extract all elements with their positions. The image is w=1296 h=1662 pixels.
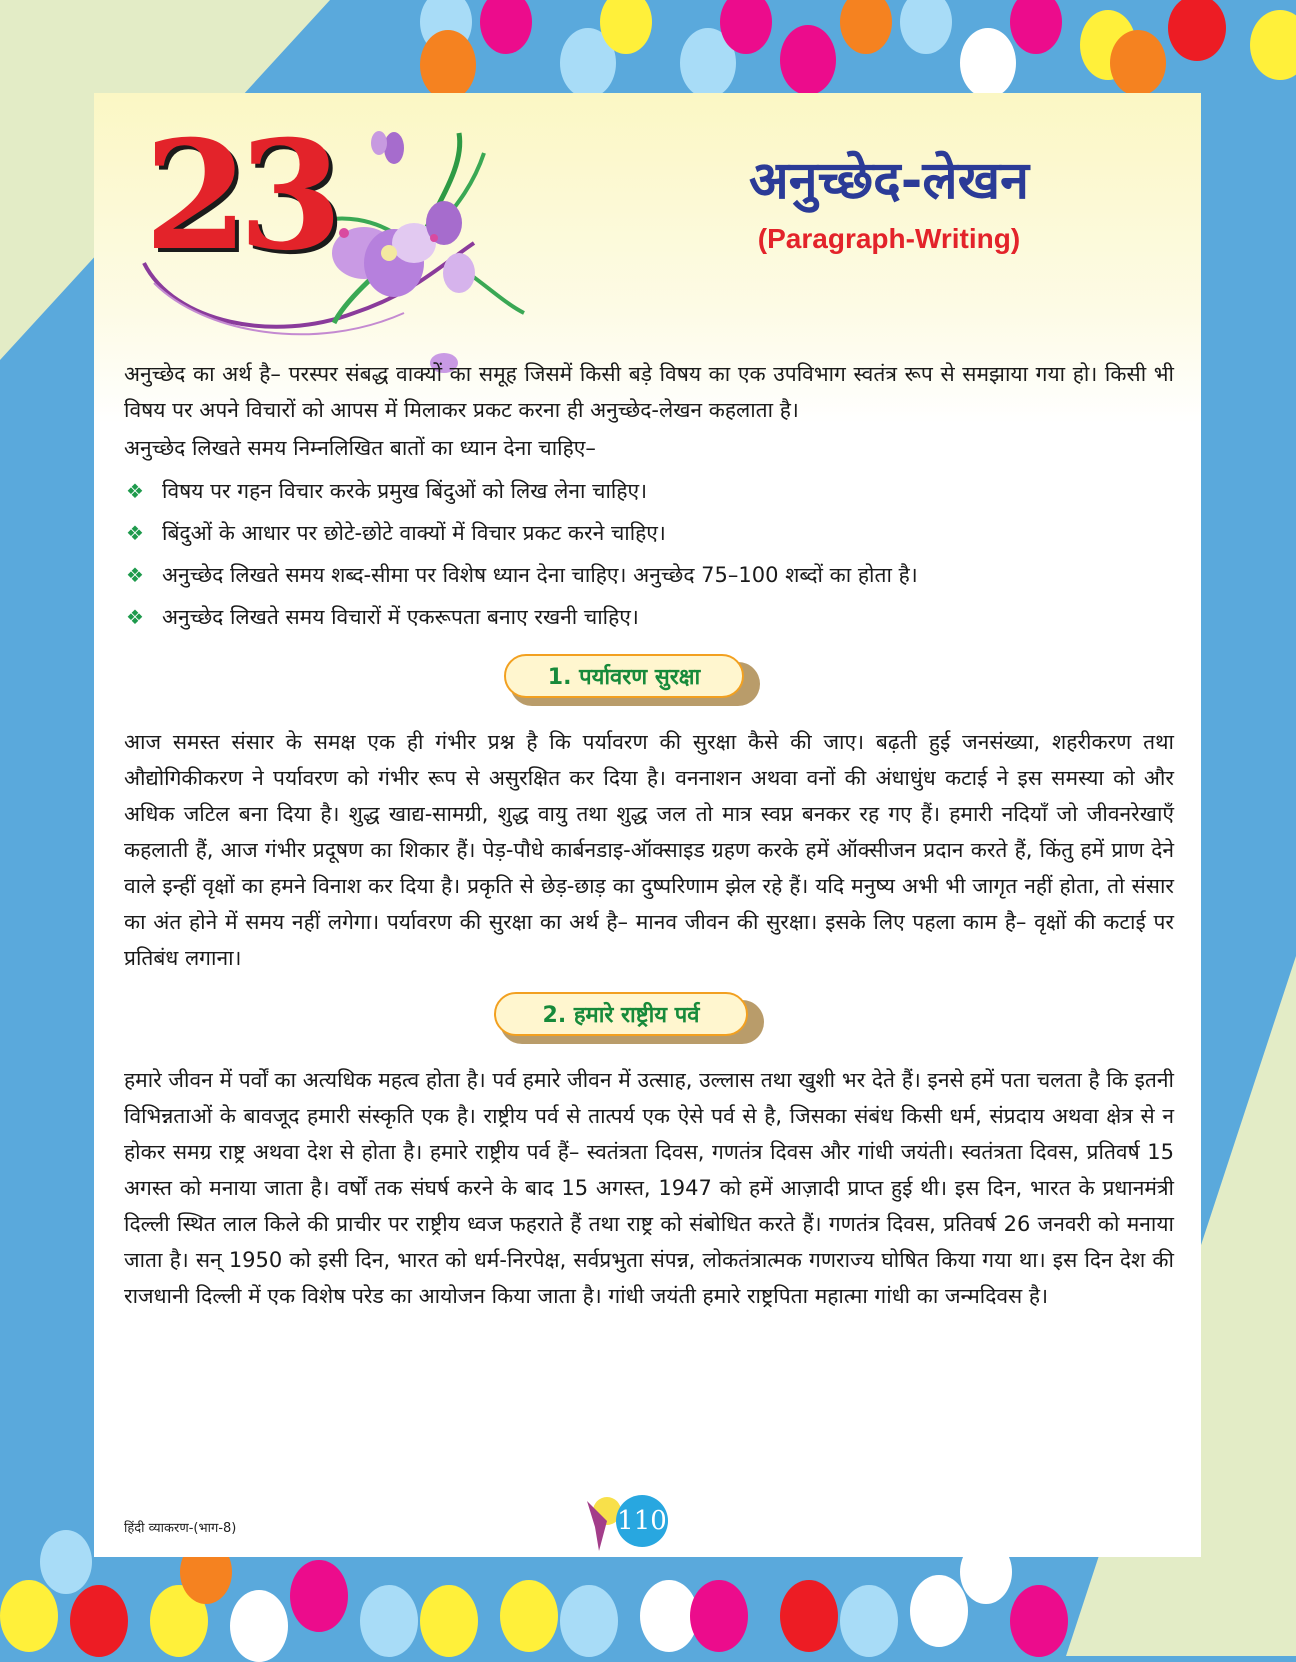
section-2-title: 2. हमारे राष्ट्रीय पर्व <box>494 992 748 1036</box>
decorative-dot <box>1010 1585 1068 1657</box>
page <box>94 93 1201 1557</box>
book-title-footer: हिंदी व्याकरण-(भाग-8) <box>124 1521 237 1536</box>
decorative-dot <box>70 1585 128 1657</box>
decorative-dot <box>230 1590 288 1662</box>
decorative-dot <box>420 30 476 100</box>
chapter-title-hindi: अनुच्छेद-लेखन <box>748 151 1030 211</box>
bullet-item <box>124 554 1174 596</box>
decorative-dot <box>1250 10 1296 80</box>
decorative-dot <box>840 0 892 54</box>
decorative-dot <box>0 1580 58 1652</box>
section-1-title: 1. पर्यावरण सुरक्षा <box>504 654 744 698</box>
chapter-title-english: (Paragraph-Writing) <box>757 223 1021 254</box>
section-2-paragraph: हमारे जीवन में पर्वों का अत्यधिक महत्व होता है। पर्व हमारे जीवन में उत्साह, उल्लास तथा खुशी भर देते हैं। इनसे हमें पता चलता है कि इतनी विभिन्नताओं के बावजूद हमारी संस्कृति एक है। राष्ट्रीय पर्व से तात्पर्य एक ऐसे पर्व से है, जिसका संबंध किसी धर्म, संप्रदाय अथवा क्षेत्र से न होकर समग्र राष्ट्र अथवा देश से होता है। हमारे राष्ट्रीय पर्व हैं– स्वतंत्रता दिवस, गणतंत्र दिवस और गांधी जयंती। स्वतंत्रता दिवस, प्रतिवर्ष 15 अगस्त को मनाया जाता है। वर्षों तक संघर्ष करने के बाद 15 अगस्त, 1947 को हमें आज़ादी प्राप्त हुई थी। इस दिन, भारत के प्रधानमंत्री दिल्ली स्थित लाल किले की प्राचीर पर राष्ट्रीय ध्वज फहराते हैं तथा राष्ट्र को संबोधित करते हैं। गणतंत्र दिवस, प्रतिवर्ष 26 जनवरी को मनाया जाता है। सन् 1950 को इसी दिन, भारत को धर्म-निरपेक्ष, सर्वप्रभुता संपन्न, लोकतंत्रात्मक गणराज्य घोषित किया गया था। इस दिन देश की राजधानी दिल्ली में एक विशेष परेड का आयोजन किया जाता है। गांधी जयंती हमारे राष्ट्रपिता महात्मा गांधी का जन्मदिवस है। <box>124 1068 1174 1308</box>
decorative-dot <box>1110 30 1166 96</box>
decorative-dot <box>500 1580 558 1652</box>
decorative-dot <box>560 1585 618 1657</box>
section-heading-1 <box>124 646 1174 722</box>
section-heading-2 <box>124 984 1174 1060</box>
decorative-dot <box>40 1530 92 1594</box>
bullet-text: विषय पर गहन विचार करके प्रमुख बिंदुओं को लिख लेना चाहिए। <box>162 479 648 503</box>
decorative-dot <box>720 0 772 54</box>
decorative-dot <box>420 1585 478 1657</box>
intro-instruction: अनुच्छेद लिखते समय निम्नलिखित बातों का ध्यान देना चाहिए– <box>124 436 596 460</box>
diamond-bullet-icon: ❖ <box>126 563 144 587</box>
content <box>124 356 1174 1314</box>
decorative-dot <box>1168 0 1226 61</box>
decorative-dot <box>960 28 1016 98</box>
bullet-text: बिंदुओं के आधार पर छोटे-छोटे वाक्यों में विचार प्रकट करने चाहिए। <box>162 521 666 545</box>
intro-paragraph: अनुच्छेद का अर्थ है– परस्पर संबद्ध वाक्यों का समूह जिसमें किसी बड़े विषय का एक उपविभाग स्वतंत्र रूप से समझाया गया हो। किसी भी विषय पर अपने विचारों को आपस में मिलाकर प्रकट करना ही अनुच्छेद-लेखन कहलाता है। <box>124 362 1174 422</box>
chapter-number: 23 <box>144 108 333 284</box>
decorative-dot <box>780 25 836 95</box>
bullet-text: अनुच्छेद लिखते समय विचारों में एकरूपता बनाए रखनी चाहिए। <box>162 605 639 629</box>
decorative-dot <box>910 1575 968 1647</box>
decorative-dot <box>600 0 652 54</box>
bullet-list <box>124 470 1174 638</box>
decorative-dot <box>780 1580 838 1652</box>
decorative-dot <box>840 1585 898 1657</box>
bullet-item <box>124 596 1174 638</box>
diamond-bullet-icon: ❖ <box>126 521 144 545</box>
bullet-item <box>124 512 1174 554</box>
decorative-dot <box>900 0 952 54</box>
decorative-dot <box>290 1560 348 1632</box>
decorative-dot <box>690 1580 748 1652</box>
bullet-item <box>124 470 1174 512</box>
decorative-dot <box>360 1585 418 1657</box>
decorative-dot <box>480 0 532 54</box>
section-1-paragraph: आज समस्त संसार के समक्ष एक ही गंभीर प्रश्न है कि पर्यावरण की सुरक्षा कैसे की जाए। बढ़ती हुई जनसंख्या, शहरीकरण तथा औद्योगिकीकरण ने पर्यावरण को गंभीर रूप से असुरक्षित कर दिया है। वननाशन अथवा वनों की अंधाधुंध कटाई ने इस समस्या को और अधिक जटिल बना दिया है। शुद्ध खाद्य-सामग्री, शुद्ध वायु तथा शुद्ध जल तो मात्र स्वप्न बनकर रह गए हैं। हमारी नदियाँ जो जीवनरेखाएँ कहलाती हैं, आज गंभीर प्रदूषण का शिकार हैं। पेड़-पौधे कार्बनडाइ-ऑक्साइड ग्रहण करके हमें ऑक्सीजन प्रदान करते हैं, किंतु हमें प्राण देने वाले इन्हीं वृक्षों का हमने विनाश कर दिया है। प्रकृति से छेड़-छाड़ का दुष्परिणाम झेल रहे हैं। यदि मनुष्य अभी भी जागृत नहीं होता, तो संसार का अंत होने में समय नहीं लगेगा। पर्यावरण की सुरक्षा का अर्थ है– मानव जीवन की सुरक्षा। इसके लिए पहला काम है– वृक्षों की कटाई पर प्रतिबंध लगाना। <box>124 730 1174 970</box>
diamond-bullet-icon: ❖ <box>126 605 144 629</box>
decorative-dot <box>1010 0 1062 54</box>
diamond-bullet-icon: ❖ <box>126 479 144 503</box>
page-number: 110 <box>616 1495 668 1547</box>
bullet-text: अनुच्छेद लिखते समय शब्द-सीमा पर विशेष ध्यान देना चाहिए। अनुच्छेद 75–100 शब्दों का होता है। <box>162 563 918 587</box>
